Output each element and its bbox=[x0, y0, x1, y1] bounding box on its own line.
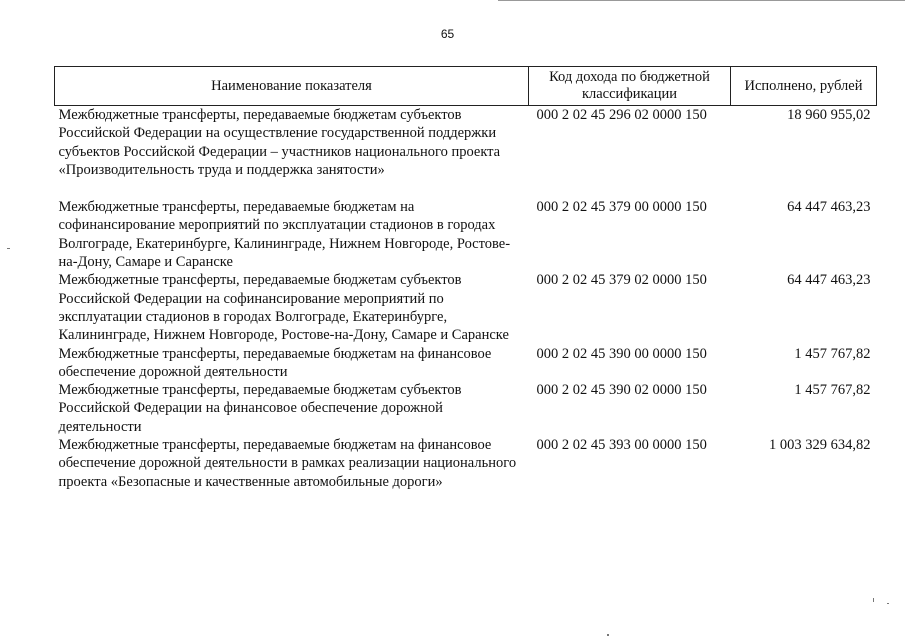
cell-name: Межбюджетные трансферты, передаваемые бюджетам на финансовое обеспечение дорожной деятельности в рамках реализации национального проекта «Безопасные и качественные автомобильные дороги» bbox=[58, 437, 517, 490]
cell-code: 000 2 02 45 393 00 0000 150 bbox=[536, 437, 707, 454]
table-row bbox=[55, 436, 877, 491]
table-row bbox=[55, 106, 877, 199]
cell-amount: 1 457 767,82 bbox=[794, 345, 871, 362]
header-name: Наименование показателя bbox=[55, 67, 529, 106]
cell-name: Межбюджетные трансферты, передаваемые бюджетам на софинансирование мероприятий по эксплуатации стадионов в городах Волгограде, Екатеринбурге, Калининграде, Нижнем Новгороде, Ростове-на-Дону, Самаре и Саранске bbox=[58, 199, 511, 271]
cell-amount: 64 447 463,23 bbox=[787, 272, 871, 289]
cell-code: 000 2 02 45 390 00 0000 150 bbox=[536, 345, 707, 362]
scan-speck bbox=[607, 634, 609, 636]
cell-name: Межбюджетные трансферты, передаваемые бюджетам субъектов Российской Федерации на осуществление государственной поддержки субъектов Российской Федерации – участников национального проекта «Производительность труда и поддержка занятости» bbox=[58, 107, 501, 178]
table-header-row bbox=[55, 67, 877, 106]
cell-code: 000 2 02 45 379 00 0000 150 bbox=[536, 199, 707, 216]
cell-code: 000 2 02 45 390 02 0000 150 bbox=[536, 382, 707, 399]
cell-amount: 1 457 767,82 bbox=[794, 382, 871, 399]
table-row bbox=[55, 381, 877, 436]
scan-speck bbox=[873, 598, 874, 602]
revenue-table bbox=[54, 66, 877, 491]
table-row bbox=[55, 345, 877, 382]
table-row bbox=[55, 271, 877, 344]
cell-name: Межбюджетные трансферты, передаваемые бюджетам субъектов Российской Федерации на софинансирование мероприятий по эксплуатации стадионов в городах Волгограде, Екатеринбурге, Калининграде, Нижнем Новгороде, Ростове-на-Дону, Самаре и Саранске bbox=[58, 272, 509, 344]
scan-top-border bbox=[498, 0, 905, 1]
cell-code: 000 2 02 45 379 02 0000 150 bbox=[536, 272, 707, 289]
header-amount: Исполнено, рублей bbox=[731, 67, 877, 106]
cell-name: Межбюджетные трансферты, передаваемые бюджетам субъектов Российской Федерации на финансовое обеспечение дорожной деятельности bbox=[58, 382, 462, 435]
page-number: 65 bbox=[440, 27, 455, 41]
table-row bbox=[55, 198, 877, 271]
scan-speck bbox=[7, 248, 10, 249]
header-code: Код дохода по бюджетной классификации bbox=[529, 67, 731, 106]
cell-name: Межбюджетные трансферты, передаваемые бюджетам на финансовое обеспечение дорожной деятельности bbox=[58, 345, 492, 380]
cell-code: 000 2 02 45 296 02 0000 150 bbox=[536, 107, 707, 123]
cell-amount: 64 447 463,23 bbox=[787, 199, 871, 216]
cell-amount: 18 960 955,02 bbox=[787, 107, 871, 123]
cell-amount: 1 003 329 634,82 bbox=[769, 437, 871, 454]
scan-speck bbox=[887, 603, 889, 604]
